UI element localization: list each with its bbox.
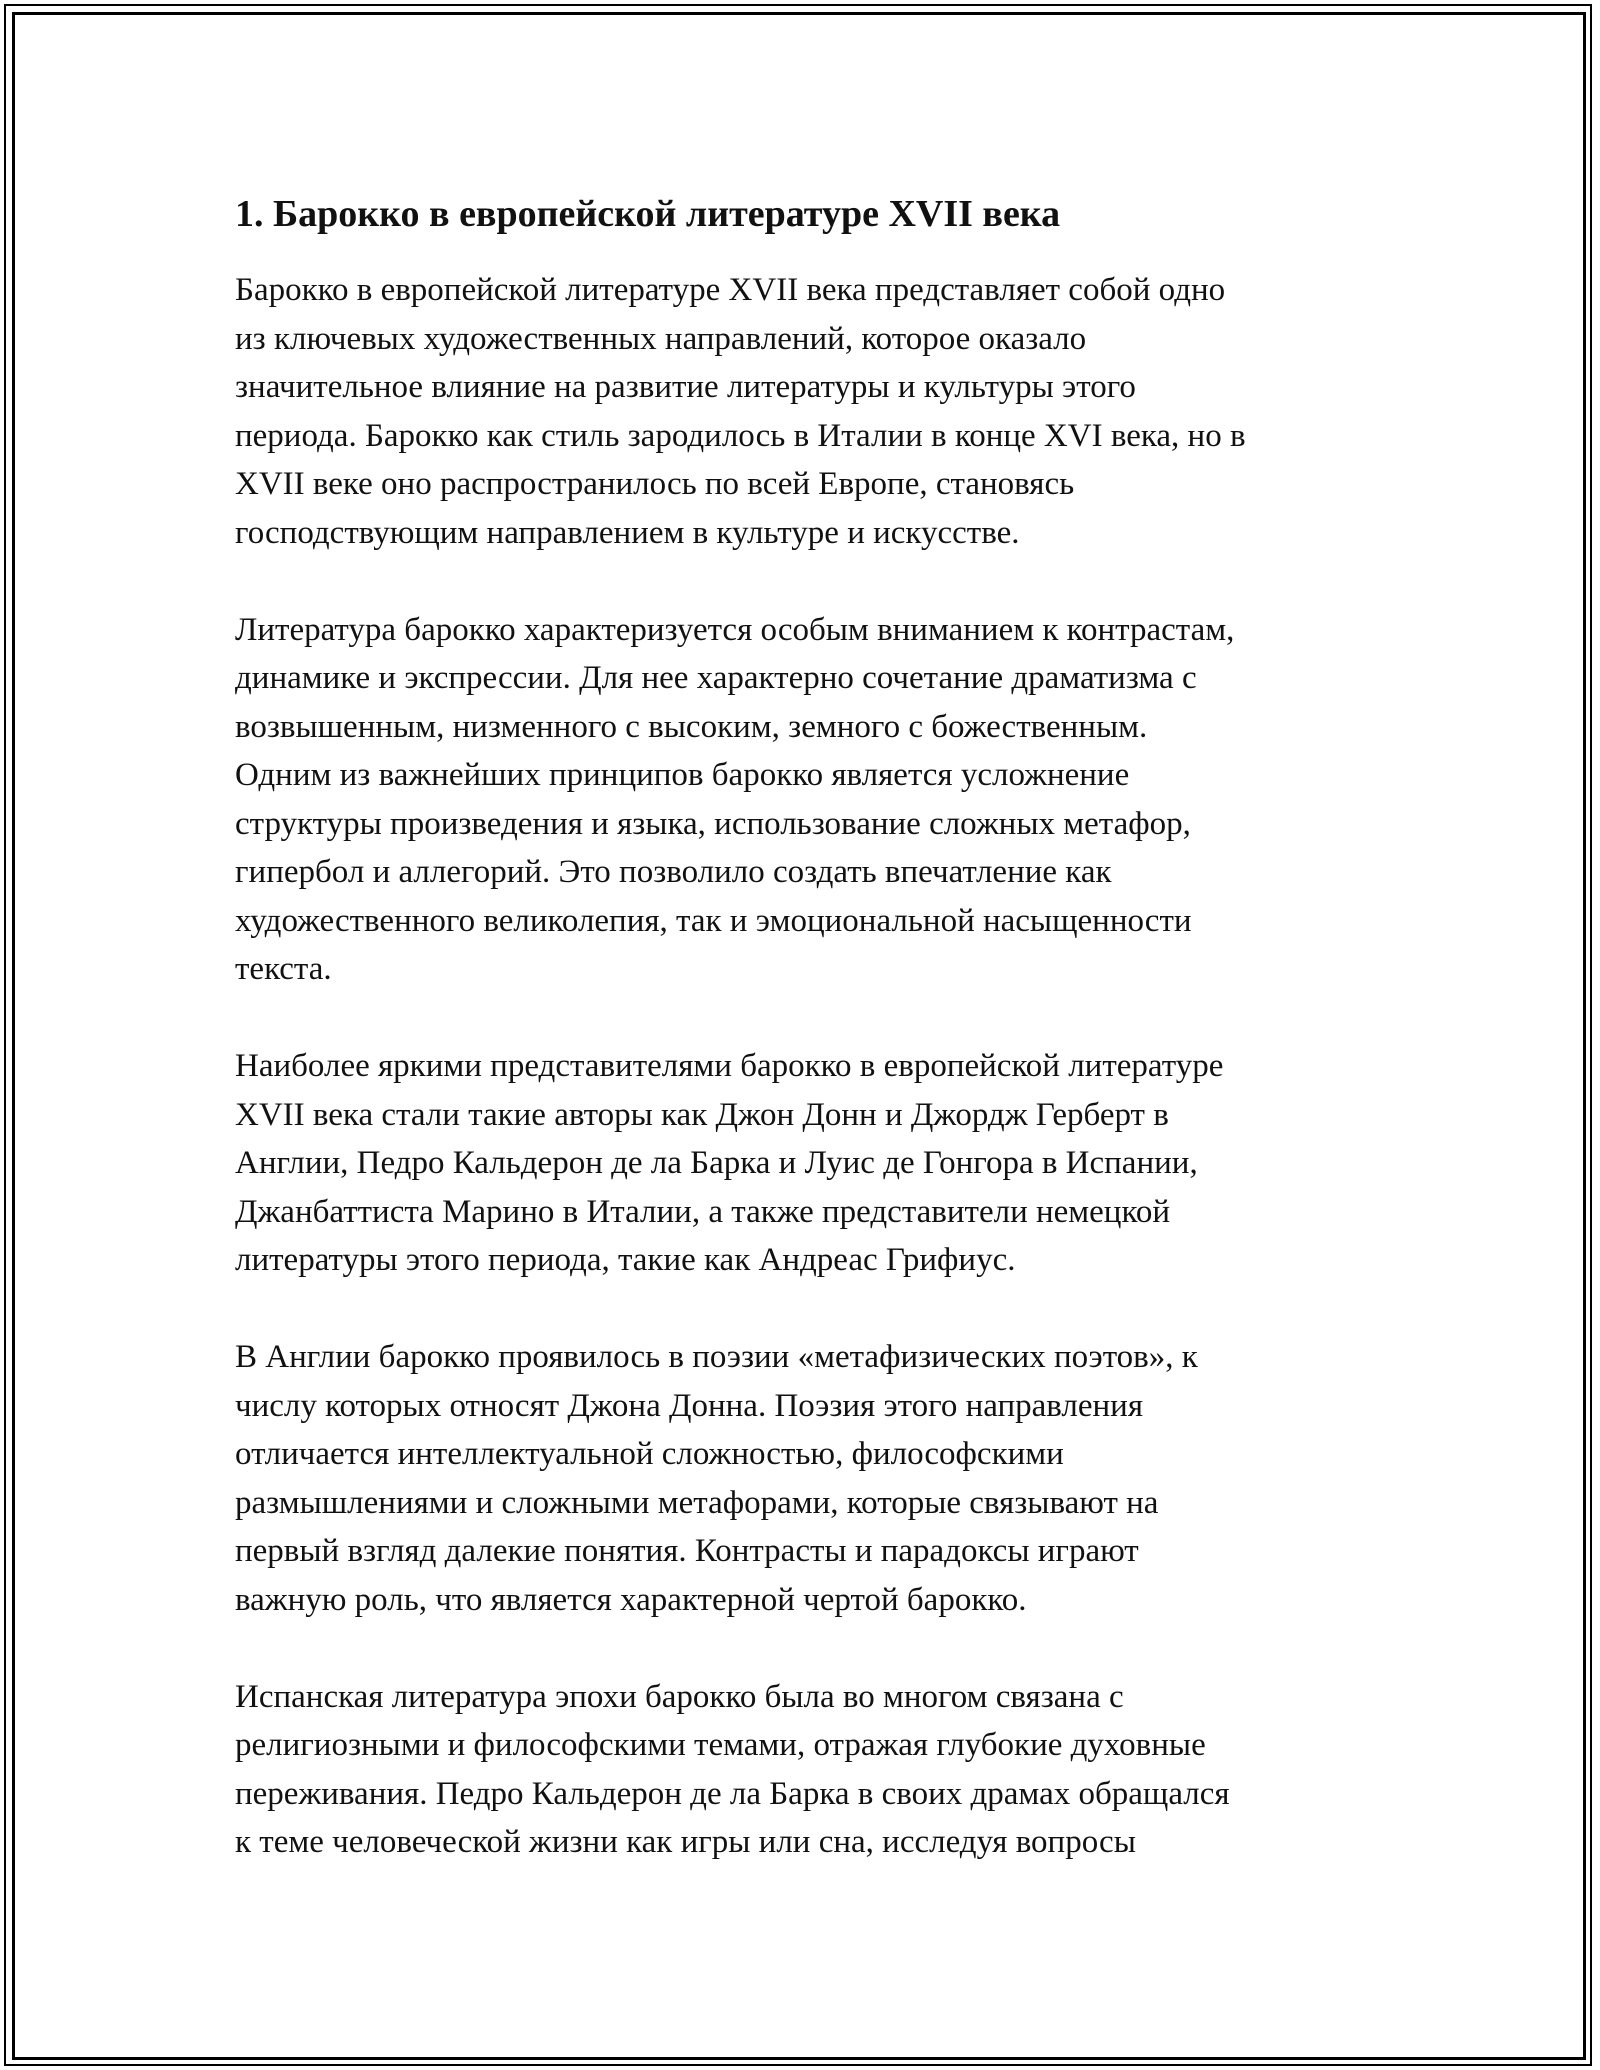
text-line: динамике и экспрессии. Для нее характерно сочетание драматизма с	[235, 660, 1197, 696]
text-line: Барокко в европейской литературе XVII века представляет собой одно	[235, 272, 1226, 308]
paragraph-spacer	[235, 1624, 1375, 1673]
text-line: важную роль, что является характерной чертой барокко.	[235, 1581, 1027, 1618]
text-line: художественного великолепия, так и эмоциональной насыщенности	[235, 902, 1192, 939]
text-line: Испанская литература эпохи барокко была во многом связана с	[235, 1678, 1124, 1715]
text-line: господствующим направлением в культуре и искусстве.	[235, 514, 1020, 551]
document-body	[235, 188, 1375, 1867]
text-line: размышлениями и сложными метафорами, которые связывают на	[235, 1484, 1159, 1521]
paragraph-5	[235, 1673, 1375, 1867]
paragraph-spacer	[235, 1285, 1375, 1334]
paragraph-3	[235, 1042, 1375, 1285]
paragraph-1	[235, 266, 1375, 557]
paragraph-2	[235, 606, 1375, 994]
text-line: значительное влияние на развитие литературы и культуры этого	[235, 369, 1136, 405]
text-line: XVII веке оно распространилось по всей Европе, становясь	[235, 466, 1075, 502]
text-line: текста.	[235, 951, 332, 987]
text-line: первый взгляд далекие понятия. Контрасты и парадоксы играют	[235, 1533, 1139, 1569]
text-line: Англии, Педро Кальдерон де ла Барка и Луис де Гонгора в Испании,	[235, 1145, 1198, 1181]
text-line: XVII века стали такие авторы как Джон Донн и Джордж Герберт в	[235, 1096, 1169, 1133]
text-line: религиозными и философскими темами, отражая глубокие духовные	[235, 1727, 1206, 1763]
text-line: Наиболее яркими представителями барокко в европейской литературе	[235, 1048, 1224, 1084]
section-heading: 1. Барокко в европейской литературе XVII века	[235, 193, 1061, 235]
text-line: возвышенным, низменного с высоким, земного с божественным.	[235, 708, 1148, 745]
text-line: из ключевых художественных направлений, которое оказало	[235, 320, 1087, 357]
paragraph-spacer	[235, 557, 1375, 606]
text-line: к теме человеческой жизни как игры или сна, исследуя вопросы	[235, 1824, 1136, 1860]
text-line: литературы этого периода, такие как Андреас Грифиус.	[235, 1242, 1016, 1278]
text-line: гипербол и аллегорий. Это позволило создать впечатление как	[235, 854, 1112, 890]
paragraph-4	[235, 1333, 1375, 1624]
text-line: Джанбаттиста Марино в Италии, а также представители немецкой	[235, 1193, 1170, 1230]
text-line: числу которых относят Джона Донна. Поэзия этого направления	[235, 1387, 1144, 1424]
text-line: Литература барокко характеризуется особым вниманием к контрастам,	[235, 611, 1235, 648]
text-line: В Англии барокко проявилось в поэзии «метафизических поэтов», к	[235, 1339, 1198, 1375]
text-line: периода. Барокко как стиль зародилось в Италии в конце XVI века, но в	[235, 417, 1246, 454]
text-line: структуры произведения и языка, использование сложных метафор,	[235, 805, 1191, 842]
text-line: отличается интеллектуальной сложностью, философскими	[235, 1436, 1064, 1472]
text-line: Одним из важнейших принципов барокко является усложнение	[235, 757, 1130, 793]
paragraph-spacer	[235, 994, 1375, 1043]
text-line: переживания. Педро Кальдерон де ла Барка в своих драмах обращался	[235, 1775, 1230, 1812]
